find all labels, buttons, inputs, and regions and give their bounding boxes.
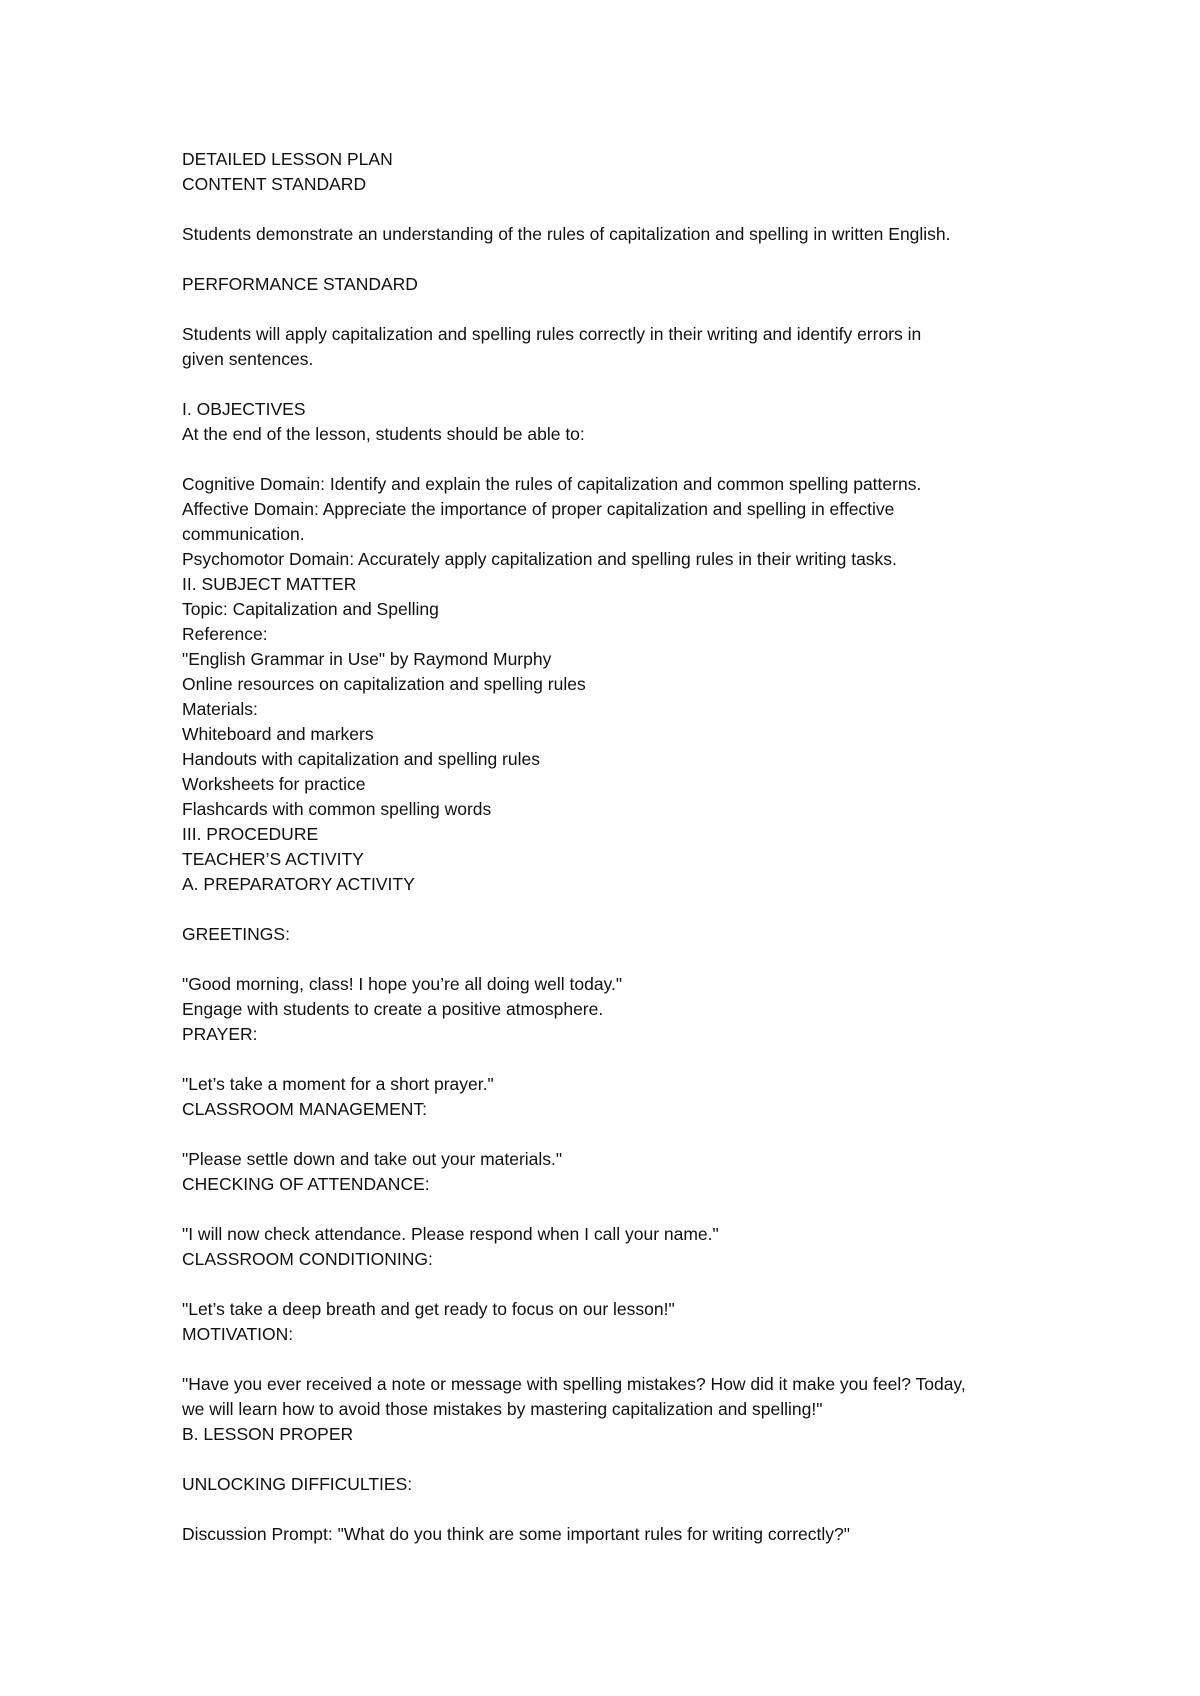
classroom-management-heading: CLASSROOM MANAGEMENT:: [182, 1099, 428, 1119]
greetings-text: "Good morning, class! I hope you’re all doing well today.": [182, 974, 623, 994]
discussion-prompt: Discussion Prompt: "What do you think are some important rules for writing correctly?": [182, 1524, 850, 1544]
classroom-conditioning-text: "Let’s take a deep breath and get ready to focus on our lesson!": [182, 1299, 675, 1319]
teachers-activity-heading: TEACHER’S ACTIVITY: [182, 849, 364, 869]
performance-standard-heading: PERFORMANCE STANDARD: [182, 274, 418, 294]
topic: Topic: Capitalization and Spelling: [182, 599, 439, 619]
spacer: [182, 1497, 1062, 1522]
material-item: Worksheets for practice: [182, 774, 366, 794]
greetings-heading: GREETINGS:: [182, 924, 290, 944]
reference-label: Reference:: [182, 624, 268, 644]
subject-matter-heading: II. SUBJECT MATTER: [182, 574, 357, 594]
performance-standard-text-line-2: given sentences.: [182, 349, 314, 369]
content-standard-heading: CONTENT STANDARD: [182, 174, 367, 194]
spacer: [182, 947, 1062, 972]
spacer: [182, 1122, 1062, 1147]
spacer: [182, 247, 1062, 272]
motivation-heading: MOTIVATION:: [182, 1324, 294, 1344]
procedure-heading: III. PROCEDURE: [182, 824, 319, 844]
affective-domain-line-2: communication.: [182, 524, 305, 544]
spacer: [182, 1272, 1062, 1297]
materials-label: Materials:: [182, 699, 258, 719]
reference-item: Online resources on capitalization and spelling rules: [182, 674, 586, 694]
spacer: [182, 297, 1062, 322]
spacer: [182, 1447, 1062, 1472]
spacer: [182, 1197, 1062, 1222]
cognitive-domain: Cognitive Domain: Identify and explain the rules of capitalization and common spelling patterns.: [182, 474, 922, 494]
affective-domain-line-1: Affective Domain: Appreciate the importance of proper capitalization and spelling in effective: [182, 499, 895, 519]
unlocking-difficulties-heading: UNLOCKING DIFFICULTIES:: [182, 1474, 413, 1494]
material-item: Flashcards with common spelling words: [182, 799, 492, 819]
psychomotor-domain: Psychomotor Domain: Accurately apply capitalization and spelling rules in their writing tasks.: [182, 549, 897, 569]
motivation-text-line-1: "Have you ever received a note or message with spelling mistakes? How did it make you feel? Today,: [182, 1374, 966, 1394]
lesson-proper-heading: B. LESSON PROPER: [182, 1424, 354, 1444]
objectives-heading: I. OBJECTIVES: [182, 399, 306, 419]
prayer-text: "Let’s take a moment for a short prayer.": [182, 1074, 494, 1094]
preparatory-activity-heading: A. PREPARATORY ACTIVITY: [182, 874, 415, 894]
attendance-heading: CHECKING OF ATTENDANCE:: [182, 1174, 430, 1194]
document-title: DETAILED LESSON PLAN: [182, 149, 393, 169]
performance-standard-text-line-1: Students will apply capitalization and spelling rules correctly in their writing and identify errors in: [182, 324, 922, 344]
classroom-management-text: "Please settle down and take out your materials.": [182, 1149, 563, 1169]
classroom-conditioning-heading: CLASSROOM CONDITIONING:: [182, 1249, 433, 1269]
spacer: [182, 447, 1062, 472]
document-page: [182, 147, 1062, 1547]
content-standard-text: Students demonstrate an understanding of the rules of capitalization and spelling in written English.: [182, 224, 951, 244]
material-item: Handouts with capitalization and spelling rules: [182, 749, 540, 769]
greetings-note: Engage with students to create a positive atmosphere.: [182, 999, 604, 1019]
spacer: [182, 372, 1062, 397]
spacer: [182, 1047, 1062, 1072]
spacer: [182, 197, 1062, 222]
motivation-text-line-2: we will learn how to avoid those mistakes by mastering capitalization and spelling!": [182, 1399, 823, 1419]
material-item: Whiteboard and markers: [182, 724, 374, 744]
objectives-intro: At the end of the lesson, students should be able to:: [182, 424, 585, 444]
spacer: [182, 897, 1062, 922]
prayer-heading: PRAYER:: [182, 1024, 258, 1044]
spacer: [182, 1347, 1062, 1372]
reference-item: "English Grammar in Use" by Raymond Murphy: [182, 649, 552, 669]
attendance-text: "I will now check attendance. Please respond when I call your name.": [182, 1224, 719, 1244]
